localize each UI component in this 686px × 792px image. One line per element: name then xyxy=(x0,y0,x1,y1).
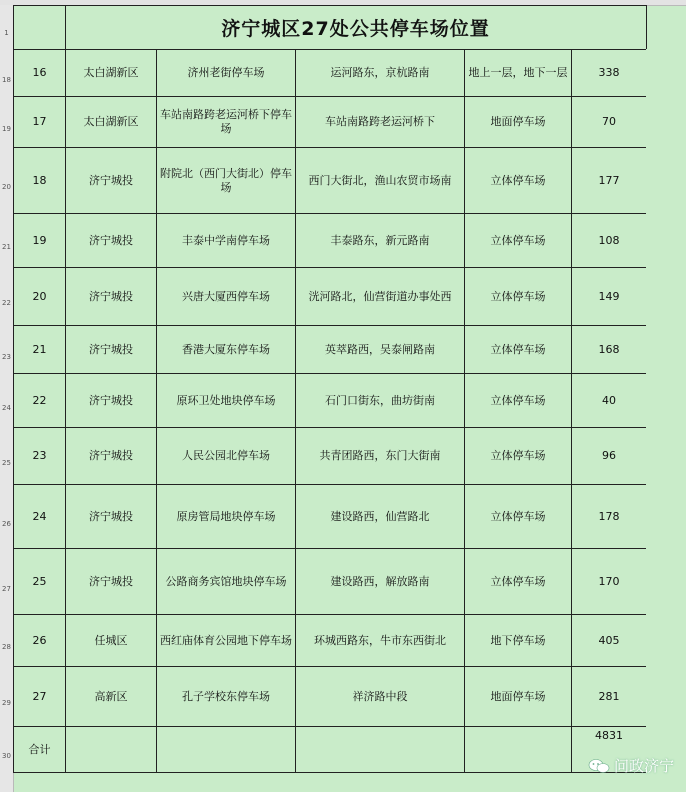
cell-spaces[interactable]: 178 xyxy=(572,485,647,549)
cell-no[interactable]: 17 xyxy=(14,97,66,148)
row-number[interactable]: 27 xyxy=(2,585,11,593)
cell-district[interactable]: 济宁城投 xyxy=(66,485,157,549)
cell-type[interactable]: 立体停车场 xyxy=(465,485,572,549)
cell-name[interactable]: 香港大厦东停车场 xyxy=(157,326,296,374)
cell-no[interactable]: 27 xyxy=(14,667,66,727)
cell-location[interactable]: 祥济路中段 xyxy=(296,667,465,727)
cell-location[interactable]: 建设路西，解放路南 xyxy=(296,549,465,615)
row-number[interactable]: 21 xyxy=(2,243,11,251)
watermark-text: 问政济宁 xyxy=(613,757,674,775)
cell-name[interactable]: 原环卫处地块停车场 xyxy=(157,374,296,428)
cell-location[interactable]: 运河路东，京杭路南 xyxy=(296,50,465,97)
cell-location[interactable]: 英萃路西，吴泰闸路南 xyxy=(296,326,465,374)
cell-name[interactable]: 附院北（西门大街北）停车场 xyxy=(157,148,296,214)
cell-type[interactable]: 立体停车场 xyxy=(465,326,572,374)
cell-type[interactable]: 地下停车场 xyxy=(465,615,572,667)
cell-type[interactable]: 立体停车场 xyxy=(465,549,572,615)
cell-no[interactable]: 23 xyxy=(14,428,66,485)
cell[interactable] xyxy=(157,727,296,773)
row-number[interactable]: 28 xyxy=(2,643,11,651)
cell-spaces[interactable]: 177 xyxy=(572,148,647,214)
cell-location[interactable]: 建设路西，仙营路北 xyxy=(296,485,465,549)
cell-district[interactable]: 济宁城投 xyxy=(66,268,157,326)
table-row xyxy=(14,268,647,326)
table-row xyxy=(14,615,647,667)
cell-name[interactable]: 人民公园北停车场 xyxy=(157,428,296,485)
cell-type[interactable]: 立体停车场 xyxy=(465,148,572,214)
cell-name[interactable]: 济州老街停车场 xyxy=(157,50,296,97)
cell-no[interactable]: 20 xyxy=(14,268,66,326)
cell-no[interactable]: 25 xyxy=(14,549,66,615)
row-number[interactable]: 1 xyxy=(4,29,9,37)
cell-district[interactable]: 济宁城投 xyxy=(66,428,157,485)
cell-spaces[interactable]: 96 xyxy=(572,428,647,485)
total-row xyxy=(14,727,647,773)
cell-district[interactable]: 济宁城投 xyxy=(66,326,157,374)
table-row xyxy=(14,374,647,428)
title-merged-cell[interactable] xyxy=(66,6,647,50)
watermark xyxy=(588,755,674,776)
cell-no[interactable]: 26 xyxy=(14,615,66,667)
cell-name[interactable]: 孔子学校东停车场 xyxy=(157,667,296,727)
cell-no[interactable]: 18 xyxy=(14,148,66,214)
cell-spaces[interactable]: 168 xyxy=(572,326,647,374)
cell-name[interactable]: 公路商务宾馆地块停车场 xyxy=(157,549,296,615)
wechat-icon xyxy=(588,758,610,774)
cell-district[interactable]: 济宁城投 xyxy=(66,148,157,214)
row-number[interactable]: 29 xyxy=(2,699,11,707)
cell-district[interactable]: 济宁城投 xyxy=(66,214,157,268)
row-header-bar xyxy=(0,5,14,792)
cell-district[interactable]: 高新区 xyxy=(66,667,157,727)
cell-spaces[interactable]: 108 xyxy=(572,214,647,268)
spreadsheet-grid xyxy=(13,5,647,773)
table-row xyxy=(14,326,647,374)
cell-name[interactable]: 丰泰中学南停车场 xyxy=(157,214,296,268)
cell-location[interactable]: 车站南路跨老运河桥下 xyxy=(296,97,465,148)
cell-spaces[interactable]: 338 xyxy=(572,50,647,97)
cell-no[interactable]: 21 xyxy=(14,326,66,374)
cell-no[interactable]: 22 xyxy=(14,374,66,428)
cell-spaces[interactable]: 281 xyxy=(572,667,647,727)
cell-location[interactable]: 共青团路西，东门大街南 xyxy=(296,428,465,485)
cell-location[interactable]: 西门大街北，渔山农贸市场南 xyxy=(296,148,465,214)
cell-name[interactable]: 车站南路跨老运河桥下停车场 xyxy=(157,97,296,148)
cell-type[interactable]: 立体停车场 xyxy=(465,428,572,485)
cell-no[interactable]: 24 xyxy=(14,485,66,549)
table-row xyxy=(14,549,647,615)
table-row xyxy=(14,148,647,214)
table-row xyxy=(14,485,647,549)
cell-type[interactable]: 地面停车场 xyxy=(465,667,572,727)
cell-type[interactable]: 立体停车场 xyxy=(465,374,572,428)
table-row xyxy=(14,428,647,485)
cell-name[interactable]: 原房管局地块停车场 xyxy=(157,485,296,549)
cell-type[interactable]: 立体停车场 xyxy=(465,268,572,326)
row-number[interactable]: 20 xyxy=(2,183,11,191)
table-row xyxy=(14,214,647,268)
cell-total-spaces[interactable]: 4831 xyxy=(572,727,647,773)
cell[interactable] xyxy=(465,727,572,773)
row-number[interactable]: 18 xyxy=(2,76,11,84)
cell-spaces[interactable]: 149 xyxy=(572,268,647,326)
row-number[interactable]: 23 xyxy=(2,353,11,361)
cell-type[interactable]: 地上一层，地下一层 xyxy=(465,50,572,97)
cell-district[interactable]: 太白湖新区 xyxy=(66,50,157,97)
parking-table xyxy=(13,5,647,773)
empty-column-area[interactable] xyxy=(646,49,686,792)
row-number[interactable]: 26 xyxy=(2,520,11,528)
cell[interactable] xyxy=(296,727,465,773)
row-number[interactable]: 24 xyxy=(2,404,11,412)
table-row xyxy=(14,97,647,148)
row-number[interactable]: 22 xyxy=(2,299,11,307)
table-row xyxy=(14,667,647,727)
cell-spaces[interactable]: 405 xyxy=(572,615,647,667)
cell-spaces[interactable]: 170 xyxy=(572,549,647,615)
sheet-title[interactable]: 济宁城区27处公共停车场位置 xyxy=(221,17,490,40)
cell[interactable] xyxy=(14,6,66,50)
cell-type[interactable]: 立体停车场 xyxy=(465,214,572,268)
row-number[interactable]: 30 xyxy=(2,752,11,760)
table-row xyxy=(14,50,647,97)
cell-name[interactable]: 西红庙体育公园地下停车场 xyxy=(157,615,296,667)
cell-type[interactable]: 地面停车场 xyxy=(465,97,572,148)
row-number[interactable]: 25 xyxy=(2,459,11,467)
cell-district[interactable]: 济宁城投 xyxy=(66,374,157,428)
cell-no[interactable]: 19 xyxy=(14,214,66,268)
cell-location[interactable]: 丰泰路东，新元路南 xyxy=(296,214,465,268)
title-row xyxy=(14,6,647,50)
cell-location[interactable]: 洸河路北，仙营街道办事处西 xyxy=(296,268,465,326)
cell-district[interactable]: 济宁城投 xyxy=(66,549,157,615)
cell-spaces[interactable]: 70 xyxy=(572,97,647,148)
cell-district[interactable]: 太白湖新区 xyxy=(66,97,157,148)
cell-name[interactable]: 兴唐大厦西停车场 xyxy=(157,268,296,326)
cell-no[interactable]: 16 xyxy=(14,50,66,97)
cell-total-label[interactable]: 合计 xyxy=(14,727,66,773)
row-number[interactable]: 19 xyxy=(2,125,11,133)
cell-spaces[interactable]: 40 xyxy=(572,374,647,428)
cell-location[interactable]: 环城西路东，牛市东西街北 xyxy=(296,615,465,667)
cell-location[interactable]: 石门口街东，曲坊街南 xyxy=(296,374,465,428)
cell[interactable] xyxy=(66,727,157,773)
cell-district[interactable]: 任城区 xyxy=(66,615,157,667)
